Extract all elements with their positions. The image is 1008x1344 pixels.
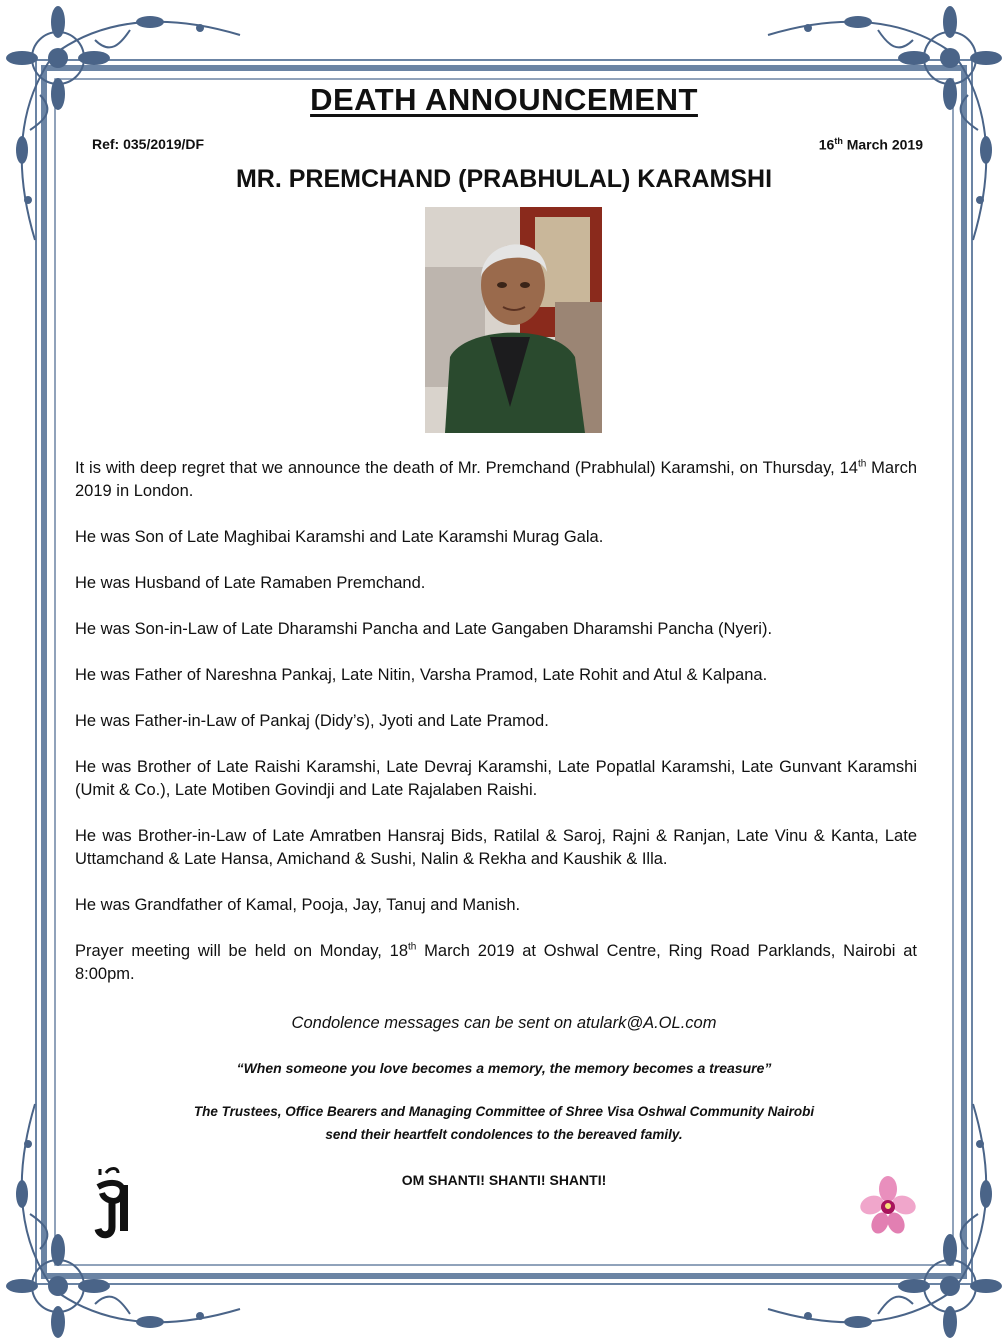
- paragraph-intro: [75, 457, 917, 503]
- trustees-line-1: The Trustees, Office Bearers and Managing Committee of Shree Visa Oshwal Community Nairobi: [193, 1104, 815, 1119]
- announcement-date: [819, 136, 923, 153]
- prayer-text-end: March 2019 at Oshwal Centre, Ring Road Parklands, Nairobi at 8:00pm.: [75, 942, 917, 983]
- paragraph-prayer-meeting: [75, 940, 917, 986]
- page-title: DEATH ANNOUNCEMENT: [310, 82, 698, 117]
- trustees-line-2: send their heartfelt condolences to the bereaved family.: [325, 1127, 683, 1142]
- intro-text-end: March 2019 in London.: [75, 459, 917, 500]
- om-shanti-text: OM SHANTI! SHANTI! SHANTI!: [401, 1172, 607, 1188]
- deceased-name: MR. PREMCHAND (PRABHULAL) KARAMSHI: [235, 165, 773, 193]
- corner-ornament-top-left: [0, 0, 250, 250]
- orchid-flower-icon: [860, 1175, 916, 1237]
- announcement-body: [75, 457, 917, 1009]
- paragraph-son-in-law-of: He was Son-in-Law of Late Dharamshi Pancha and Late Gangaben Dharamshi Pancha (Nyeri).: [75, 620, 773, 638]
- paragraph-grandfather-of: He was Grandfather of Kamal, Pooja, Jay, Tanuj and Manish.: [75, 896, 521, 914]
- paragraph-husband-of: He was Husband of Late Ramaben Premchand.: [75, 574, 426, 592]
- corner-ornament-top-right: [758, 0, 1008, 250]
- date-month-year: March 2019: [842, 136, 923, 153]
- trustees-message: [0, 1100, 1008, 1146]
- intro-date-suffix: th: [857, 458, 867, 470]
- paragraph-brother-of: He was Brother of Late Raishi Karamshi, Late Devraj Karamshi, Late Popatlal Karamshi, Late Gunvant Karamshi (Umit & Co.), Late Motiben Govindji and Late Rajalaben Raishi.: [75, 758, 917, 799]
- prayer-date-suffix: th: [408, 941, 417, 953]
- date-suffix: th: [834, 136, 843, 146]
- intro-text: It is with deep regret that we announce the death of Mr. Premchand (Prabhulal) Karamshi, on Thursday, 14: [75, 459, 858, 477]
- prayer-text: Prayer meeting will be held on Monday, 18: [75, 942, 409, 960]
- reference-number: Ref: 035/2019/DF: [92, 136, 205, 152]
- paragraph-father-in-law-of: He was Father-in-Law of Pankaj (Didy’s), Jyoti and Late Pramod.: [75, 712, 549, 730]
- condolence-contact: Condolence messages can be sent on atulark@A.OL.com: [291, 1014, 717, 1032]
- paragraph-brother-in-law-of: He was Brother-in-Law of Late Amratben Hansraj Bids, Ratilal & Saroj, Rajni & Ranjan, Late Vinu & Kanta, Late Uttamchand & Late Hansa, Amichand & Sushi, Nalin & Rekha and Kaushik & Illa.: [75, 827, 917, 868]
- portrait-photo: [425, 207, 602, 433]
- date-day: 16: [818, 136, 835, 153]
- memorial-quote: “When someone you love becomes a memory, the memory becomes a treasure”: [236, 1060, 772, 1076]
- paragraph-father-of: He was Father of Nareshna Pankaj, Late Nitin, Varsha Pramod, Late Rohit and Atul & Kalpana.: [75, 666, 768, 684]
- paragraph-son-of: He was Son of Late Maghibai Karamshi and Late Karamshi Murag Gala.: [75, 528, 604, 546]
- om-symbol-icon: [92, 1165, 134, 1241]
